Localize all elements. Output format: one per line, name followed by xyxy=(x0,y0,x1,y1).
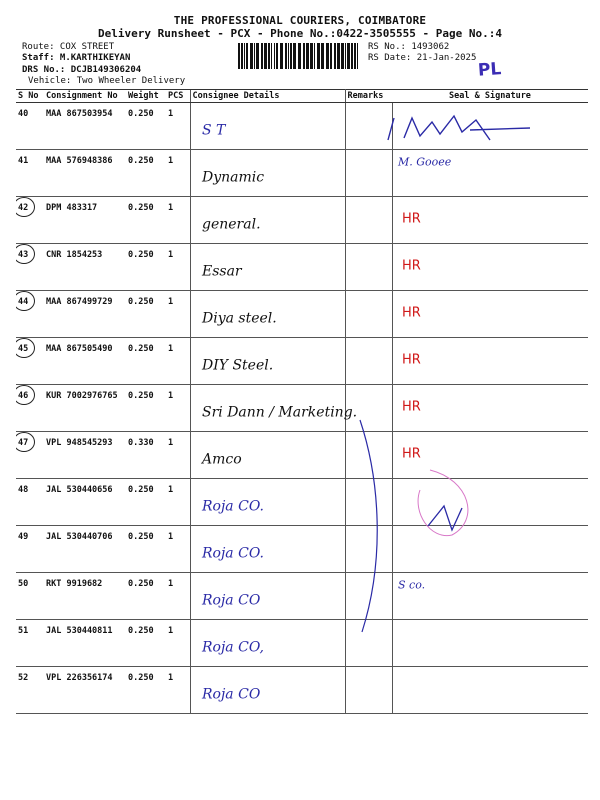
consignee-cell xyxy=(190,620,345,667)
seal-cell xyxy=(392,103,588,150)
pcs-cell xyxy=(166,291,190,338)
sno-cell xyxy=(16,479,44,526)
remarks-cell xyxy=(345,479,392,526)
rs-number: RS No.: 1493062 xyxy=(368,42,450,52)
weight-cell xyxy=(126,291,166,338)
serial-number: 47 xyxy=(18,438,29,448)
serial-number: 42 xyxy=(18,203,29,213)
weight-cell xyxy=(126,150,166,197)
sno-cell xyxy=(16,150,44,197)
table-row xyxy=(16,667,588,714)
weight-cell xyxy=(126,667,166,714)
consignee-handwriting: Roja CO, xyxy=(202,639,264,656)
table-row xyxy=(16,338,588,385)
sno-cell xyxy=(16,526,44,573)
weight-value: 0.250 xyxy=(128,673,154,683)
consignment-cell xyxy=(44,620,126,667)
runsheet-subtitle: Delivery Runsheet - PCX - Phone No.:0422-3505555 - Page No.:4 xyxy=(98,27,502,40)
sno-cell xyxy=(16,620,44,667)
pieces-value: 1 xyxy=(168,391,174,401)
remarks-cell xyxy=(345,291,392,338)
weight-cell xyxy=(126,197,166,244)
table-row xyxy=(16,479,588,526)
weight-cell xyxy=(126,620,166,667)
rs-date: RS Date: 21-Jan-2025 xyxy=(368,53,477,63)
serial-number: 43 xyxy=(18,250,29,260)
table-header xyxy=(16,90,588,103)
pcs-cell xyxy=(166,338,190,385)
consignee-handwriting: Roja CO xyxy=(202,686,261,703)
col-remarks: Remarks xyxy=(345,90,392,103)
runsheet-table xyxy=(16,89,588,714)
pieces-value: 1 xyxy=(168,485,174,495)
consignee-handwriting: DIY Steel. xyxy=(202,357,274,374)
remarks-cell xyxy=(345,103,392,150)
consignment-cell xyxy=(44,150,126,197)
pieces-value: 1 xyxy=(168,203,174,213)
remarks-cell xyxy=(345,150,392,197)
seal-handwriting: HR xyxy=(402,446,421,462)
sno-cell xyxy=(16,103,44,150)
pieces-value: 1 xyxy=(168,156,174,166)
seal-handwriting: HR xyxy=(402,352,421,368)
consignee-handwriting: Sri Dann / Marketing. xyxy=(202,404,358,421)
seal-cell xyxy=(392,338,588,385)
consignee-cell xyxy=(190,150,345,197)
seal-handwriting: HR xyxy=(402,305,421,321)
consignee-cell xyxy=(190,667,345,714)
seal-cell xyxy=(392,291,588,338)
pcs-cell xyxy=(166,620,190,667)
consignee-cell xyxy=(190,385,345,432)
remarks-cell xyxy=(345,526,392,573)
sno-cell xyxy=(16,338,44,385)
seal-handwriting: HR xyxy=(402,258,421,274)
seal-cell xyxy=(392,620,588,667)
pieces-value: 1 xyxy=(168,532,174,542)
pcs-cell xyxy=(166,667,190,714)
weight-value: 0.250 xyxy=(128,250,154,260)
consignee-cell xyxy=(190,479,345,526)
consignee-handwriting: Roja CO. xyxy=(202,498,264,515)
col-pcs: PCS xyxy=(166,90,190,103)
sno-cell xyxy=(16,291,44,338)
consignee-cell xyxy=(190,197,345,244)
consignment-cell xyxy=(44,432,126,479)
weight-cell xyxy=(126,573,166,620)
table-row xyxy=(16,150,588,197)
pieces-value: 1 xyxy=(168,626,174,636)
consignment-cell xyxy=(44,244,126,291)
seal-cell xyxy=(392,667,588,714)
remarks-cell xyxy=(345,620,392,667)
seal-handwriting: HR xyxy=(402,399,421,415)
weight-value: 0.250 xyxy=(128,532,154,542)
sno-cell xyxy=(16,432,44,479)
serial-number: 46 xyxy=(18,391,29,401)
consignment-cell xyxy=(44,291,126,338)
barcode xyxy=(238,43,360,69)
pcs-cell xyxy=(166,385,190,432)
consignment-number: MAA 867505490 xyxy=(46,344,113,354)
consignee-cell xyxy=(190,432,345,479)
pieces-value: 1 xyxy=(168,344,174,354)
weight-cell xyxy=(126,103,166,150)
consignment-cell xyxy=(44,197,126,244)
consignee-handwriting: Roja CO. xyxy=(202,545,264,562)
weight-value: 0.250 xyxy=(128,626,154,636)
seal-cell xyxy=(392,432,588,479)
consignee-cell xyxy=(190,573,345,620)
consignment-cell xyxy=(44,338,126,385)
consignee-handwriting: Amco xyxy=(202,451,242,468)
seal-cell xyxy=(392,150,588,197)
consignee-handwriting: Diya steel. xyxy=(202,310,277,327)
weight-value: 0.250 xyxy=(128,156,154,166)
consignment-number: CNR 1854253 xyxy=(46,250,103,260)
weight-value: 0.250 xyxy=(128,109,154,119)
consignment-number: JAL 530440811 xyxy=(46,626,113,636)
remarks-cell xyxy=(345,432,392,479)
serial-number: 44 xyxy=(18,297,29,307)
weight-value: 0.250 xyxy=(128,297,154,307)
remarks-cell xyxy=(345,573,392,620)
weight-cell xyxy=(126,338,166,385)
serial-number: 51 xyxy=(18,626,29,636)
seal-cell xyxy=(392,573,588,620)
seal-cell xyxy=(392,197,588,244)
consignment-cell xyxy=(44,103,126,150)
sno-cell xyxy=(16,385,44,432)
pieces-value: 1 xyxy=(168,109,174,119)
table-row xyxy=(16,103,588,150)
pcs-cell xyxy=(166,103,190,150)
table-row xyxy=(16,385,588,432)
pieces-value: 1 xyxy=(168,438,174,448)
serial-number: 50 xyxy=(18,579,29,589)
table-row xyxy=(16,526,588,573)
remarks-cell xyxy=(345,667,392,714)
seal-cell xyxy=(392,244,588,291)
seal-handwriting: S co. xyxy=(398,578,426,592)
weight-cell xyxy=(126,432,166,479)
consignee-handwriting: general. xyxy=(202,216,261,233)
pcs-cell xyxy=(166,150,190,197)
col-weight: Weight xyxy=(126,90,166,103)
consignee-cell xyxy=(190,244,345,291)
col-consignment: Consignment No xyxy=(44,90,126,103)
weight-value: 0.250 xyxy=(128,203,154,213)
consignment-cell xyxy=(44,573,126,620)
serial-number: 49 xyxy=(18,532,29,542)
weight-value: 0.250 xyxy=(128,344,154,354)
company-title: THE PROFESSIONAL COURIERS, COIMBATORE xyxy=(173,14,427,27)
sno-cell xyxy=(16,573,44,620)
consignment-number: DPM 483317 xyxy=(46,203,98,213)
weight-cell xyxy=(126,526,166,573)
consignment-number: MAA 576948386 xyxy=(46,156,113,166)
pieces-value: 1 xyxy=(168,579,174,589)
pieces-value: 1 xyxy=(168,250,174,260)
remarks-cell xyxy=(345,244,392,291)
serial-number: 41 xyxy=(18,156,29,166)
consignment-cell xyxy=(44,479,126,526)
seal-cell xyxy=(392,479,588,526)
table-row xyxy=(16,432,588,479)
remarks-cell xyxy=(345,338,392,385)
remarks-cell xyxy=(345,385,392,432)
seal-cell xyxy=(392,385,588,432)
consignment-number: RKT 9919682 xyxy=(46,579,103,589)
consignment-number: JAL 530440706 xyxy=(46,532,113,542)
sno-cell xyxy=(16,197,44,244)
consignment-number: VPL 948545293 xyxy=(46,438,113,448)
consignment-number: MAA 867499729 xyxy=(46,297,113,307)
serial-number: 48 xyxy=(18,485,29,495)
weight-value: 0.250 xyxy=(128,391,154,401)
remarks-cell xyxy=(345,197,392,244)
route-label: Route: COX STREET xyxy=(22,42,115,52)
consignment-number: MAA 867503954 xyxy=(46,109,113,119)
staff-label: Staff: M.KARTHIKEYAN xyxy=(22,53,131,63)
consignee-cell xyxy=(190,103,345,150)
pcs-cell xyxy=(166,432,190,479)
serial-number: 52 xyxy=(18,673,29,683)
consignment-number: KUR 7002976765 xyxy=(46,391,118,401)
pl-stamp: PL xyxy=(477,59,502,81)
weight-value: 0.250 xyxy=(128,579,154,589)
table-row xyxy=(16,573,588,620)
col-seal: Seal & Signature xyxy=(392,90,588,103)
sno-cell xyxy=(16,667,44,714)
col-sno: S No xyxy=(16,90,44,103)
pcs-cell xyxy=(166,479,190,526)
pieces-value: 1 xyxy=(168,297,174,307)
consignee-cell xyxy=(190,338,345,385)
col-consignee: Consignee Details xyxy=(190,90,345,103)
table-row xyxy=(16,197,588,244)
vehicle-label: Vehicle: Two Wheeler Delivery xyxy=(28,76,186,86)
weight-value: 0.330 xyxy=(128,438,154,448)
consignee-handwriting: Roja CO xyxy=(202,592,261,609)
consignee-cell xyxy=(190,526,345,573)
weight-cell xyxy=(126,244,166,291)
table-row xyxy=(16,291,588,338)
pcs-cell xyxy=(166,573,190,620)
pieces-value: 1 xyxy=(168,673,174,683)
seal-handwriting: HR xyxy=(402,211,421,227)
seal-cell xyxy=(392,526,588,573)
consignment-cell xyxy=(44,526,126,573)
serial-number: 40 xyxy=(18,109,29,119)
pcs-cell xyxy=(166,244,190,291)
consignee-handwriting: Essar xyxy=(202,263,242,280)
consignment-cell xyxy=(44,385,126,432)
consignment-number: VPL 226356174 xyxy=(46,673,113,683)
table-row xyxy=(16,620,588,667)
table-row xyxy=(16,244,588,291)
pcs-cell xyxy=(166,526,190,573)
weight-cell xyxy=(126,479,166,526)
weight-value: 0.250 xyxy=(128,485,154,495)
weight-cell xyxy=(126,385,166,432)
drs-label: DRS No.: DCJB149306204 xyxy=(22,65,142,75)
consignee-handwriting: S T xyxy=(202,122,226,139)
sno-cell xyxy=(16,244,44,291)
serial-number: 45 xyxy=(18,344,29,354)
pcs-cell xyxy=(166,197,190,244)
consignment-cell xyxy=(44,667,126,714)
seal-handwriting: M. Gooee xyxy=(398,155,452,169)
consignee-handwriting: Dynamic xyxy=(202,169,265,186)
consignment-number: JAL 530440656 xyxy=(46,485,113,495)
consignee-cell xyxy=(190,291,345,338)
